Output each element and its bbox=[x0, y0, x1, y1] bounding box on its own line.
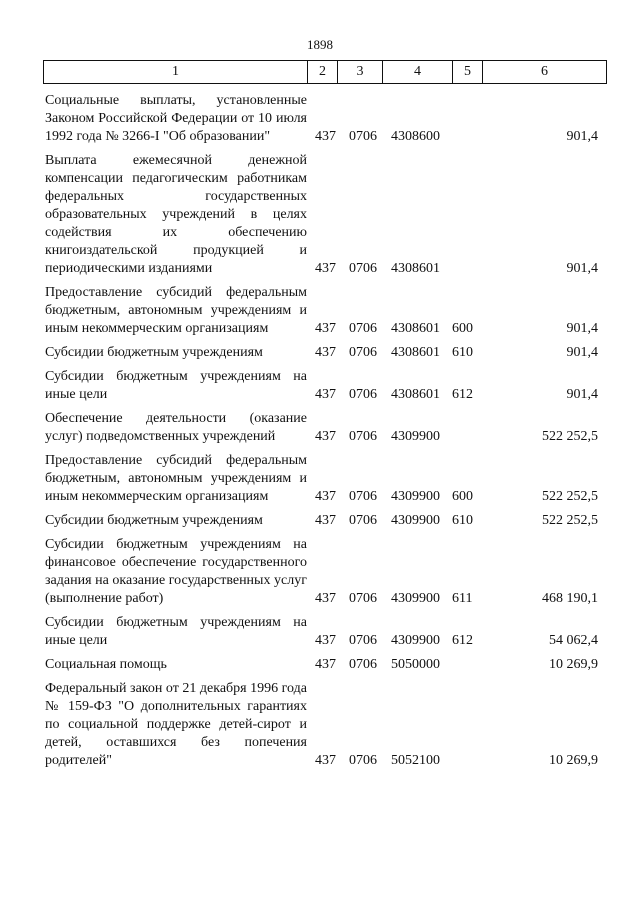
row-target-code: 4308600 bbox=[391, 129, 440, 144]
row-description: Социальные выплаты, установленные Законом Российской Федерации от 10 июля 1992 года № 3266-I "Об образовании" bbox=[45, 93, 307, 144]
table-row bbox=[0, 92, 640, 146]
row-amount: 901,4 bbox=[566, 321, 598, 336]
row-expense-type: 612 bbox=[452, 387, 473, 402]
row-expense-type: 610 bbox=[452, 345, 473, 360]
row-ministry-code: 437 bbox=[315, 657, 336, 672]
table-header bbox=[43, 60, 607, 84]
row-amount: 901,4 bbox=[566, 129, 598, 144]
row-ministry-code: 437 bbox=[315, 633, 336, 648]
row-ministry-code: 437 bbox=[315, 591, 336, 606]
table-row bbox=[0, 152, 640, 278]
row-description: Выплата ежемесячной денежной компенсации педагогическим работникам федеральных государственных образовательных учреждений в целях содействия их обеспечению книгоиздательской продукцией и периодическими изданиями bbox=[45, 153, 307, 276]
row-target-code: 5050000 bbox=[391, 657, 440, 672]
table-row bbox=[0, 284, 640, 338]
row-amount: 522 252,5 bbox=[542, 489, 598, 504]
row-target-code: 4309900 bbox=[391, 633, 440, 648]
header-col-3: 3 bbox=[338, 61, 383, 83]
row-amount: 468 190,1 bbox=[542, 591, 598, 606]
row-amount: 10 269,9 bbox=[549, 657, 598, 672]
row-description: Субсидии бюджетным учреждениям на иные цели bbox=[45, 615, 307, 648]
row-description: Федеральный закон от 21 декабря 1996 года № 159-ФЗ "О дополнительных гарантиях по социальной поддержке детей-сирот и детей, оставшихся без попечения родителей" bbox=[45, 681, 307, 768]
row-description: Предоставление субсидий федеральным бюджетным, автономным учреждениям и иным некоммерческим организациям bbox=[45, 285, 307, 336]
row-section-code: 0706 bbox=[349, 657, 377, 672]
row-target-code: 4308601 bbox=[391, 261, 440, 276]
table-row bbox=[0, 614, 640, 650]
row-section-code: 0706 bbox=[349, 129, 377, 144]
row-amount: 522 252,5 bbox=[542, 429, 598, 444]
row-expense-type: 610 bbox=[452, 513, 473, 528]
row-description: Социальная помощь bbox=[45, 657, 167, 672]
row-amount: 10 269,9 bbox=[549, 753, 598, 768]
table-row bbox=[0, 680, 640, 770]
table-row bbox=[0, 410, 640, 446]
row-description: Обеспечение деятельности (оказание услуг) подведомственных учреждений bbox=[45, 411, 307, 444]
header-col-2: 2 bbox=[308, 61, 338, 83]
table-row bbox=[0, 452, 640, 506]
row-amount: 901,4 bbox=[566, 387, 598, 402]
table-row bbox=[0, 512, 640, 530]
row-section-code: 0706 bbox=[349, 321, 377, 336]
row-section-code: 0706 bbox=[349, 489, 377, 504]
table-row bbox=[0, 536, 640, 608]
row-amount: 54 062,4 bbox=[549, 633, 598, 648]
row-target-code: 4308601 bbox=[391, 387, 440, 402]
row-section-code: 0706 bbox=[349, 753, 377, 768]
header-col-1: 1 bbox=[44, 61, 308, 83]
row-target-code: 5052100 bbox=[391, 753, 440, 768]
row-amount: 901,4 bbox=[566, 345, 598, 360]
header-col-5: 5 bbox=[453, 61, 483, 83]
row-section-code: 0706 bbox=[349, 513, 377, 528]
row-target-code: 4309900 bbox=[391, 513, 440, 528]
table-body bbox=[0, 92, 640, 776]
row-target-code: 4308601 bbox=[391, 345, 440, 360]
row-expense-type: 600 bbox=[452, 321, 473, 336]
row-expense-type: 612 bbox=[452, 633, 473, 648]
row-ministry-code: 437 bbox=[315, 387, 336, 402]
row-ministry-code: 437 bbox=[315, 753, 336, 768]
row-section-code: 0706 bbox=[349, 345, 377, 360]
row-section-code: 0706 bbox=[349, 387, 377, 402]
row-ministry-code: 437 bbox=[315, 345, 336, 360]
page-number: 1898 bbox=[307, 37, 333, 52]
row-description: Предоставление субсидий федеральным бюджетным, автономным учреждениям и иным некоммерческим организациям bbox=[45, 453, 307, 504]
row-amount: 522 252,5 bbox=[542, 513, 598, 528]
row-ministry-code: 437 bbox=[315, 429, 336, 444]
header-col-6: 6 bbox=[541, 64, 548, 79]
table-row bbox=[0, 656, 640, 674]
row-target-code: 4309900 bbox=[391, 489, 440, 504]
table-row bbox=[0, 368, 640, 404]
row-ministry-code: 437 bbox=[315, 129, 336, 144]
row-ministry-code: 437 bbox=[315, 321, 336, 336]
row-amount: 901,4 bbox=[566, 261, 598, 276]
row-ministry-code: 437 bbox=[315, 261, 336, 276]
row-target-code: 4308601 bbox=[391, 321, 440, 336]
row-target-code: 4309900 bbox=[391, 429, 440, 444]
row-description: Субсидии бюджетным учреждениям на иные цели bbox=[45, 369, 307, 402]
row-section-code: 0706 bbox=[349, 261, 377, 276]
row-section-code: 0706 bbox=[349, 591, 377, 606]
row-description: Субсидии бюджетным учреждениям bbox=[45, 345, 263, 360]
row-ministry-code: 437 bbox=[315, 489, 336, 504]
row-expense-type: 611 bbox=[452, 591, 473, 606]
row-section-code: 0706 bbox=[349, 633, 377, 648]
row-description: Субсидии бюджетным учреждениям на финансовое обеспечение государственного задания на оказание государственных услуг (выполнение работ) bbox=[45, 537, 307, 606]
header-col-4: 4 bbox=[383, 61, 453, 83]
row-expense-type: 600 bbox=[452, 489, 473, 504]
row-ministry-code: 437 bbox=[315, 513, 336, 528]
table-row bbox=[0, 344, 640, 362]
row-target-code: 4309900 bbox=[391, 591, 440, 606]
row-section-code: 0706 bbox=[349, 429, 377, 444]
row-description: Субсидии бюджетным учреждениям bbox=[45, 513, 263, 528]
